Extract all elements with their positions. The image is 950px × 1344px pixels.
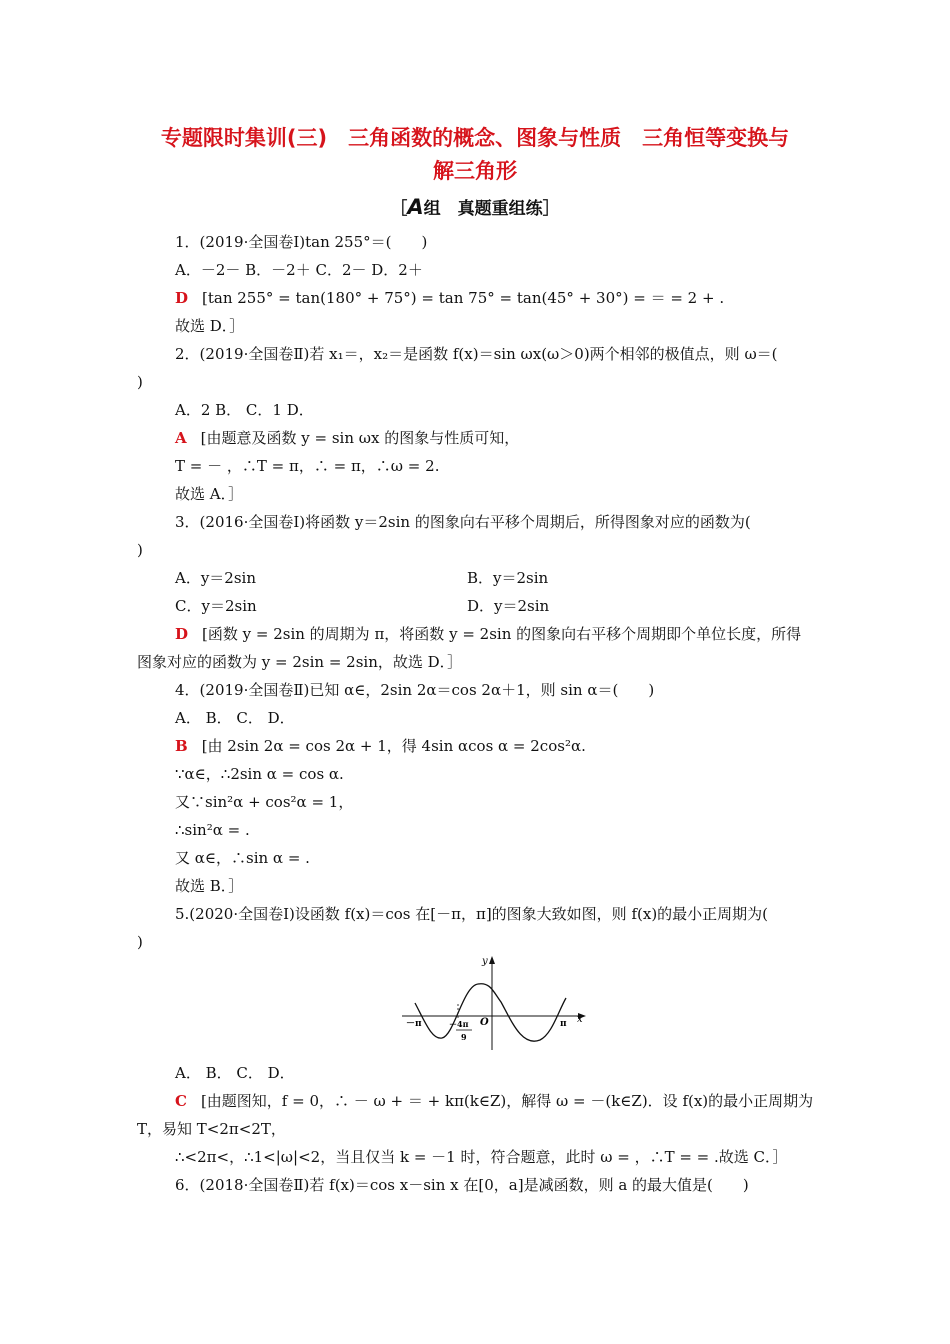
fraction-denominator: 9 <box>461 1032 467 1042</box>
page-title-line-2: 解三角形 <box>433 159 517 183</box>
fraction-numerator: －4π <box>449 1019 469 1029</box>
answer-letter: B <box>175 737 188 755</box>
text-line: ∴sin²α = . <box>175 821 250 839</box>
text-line: ) <box>137 541 143 559</box>
answer-text: [函数 y = 2sin 的周期为 π，将函数 y = 2sin 的图象向右平移个周期即个单位长度，所得 <box>202 625 802 643</box>
text-line: 2．(2019·全国卷Ⅱ)若 x₁＝，x₂＝是函数 f(x)＝sin ωx(ω＞0)两个相邻的极值点，则 ω＝( <box>175 345 778 363</box>
answer-text: [由题图知，f = 0，∴ － ω + ＝ + kπ(k∈Z)，解得 ω = －(k∈Z)．设 f(x)的最小正周期为 <box>200 1092 814 1110</box>
answer-letter: D <box>175 625 189 643</box>
text-line: ∴<2π<，∴1<|ω|<2，当且仅当 k = －1 时，符合题意，此时 ω = ，∴T = = .故选 C．］ <box>175 1148 788 1166</box>
text-line: 6．(2018·全国卷Ⅱ)若 f(x)＝cos x－sin x 在[0，a]是减函数，则 a 的最大值是( ) <box>175 1176 749 1194</box>
text-line: ∵α∈，∴2sin α = cos α. <box>175 765 344 783</box>
answer-letter: D <box>175 289 189 307</box>
section-label: 组 真题重组练 <box>423 199 543 219</box>
section-bracket-open: ［ <box>390 199 408 219</box>
option-b: B．y＝2sin <box>467 569 549 587</box>
section-header <box>0 194 950 219</box>
option-d: D．y＝2sin <box>467 597 550 615</box>
answer-letter: C <box>175 1092 187 1110</box>
text-line: A． B． C． D． <box>175 709 295 727</box>
page-title-line-1: 专题限时集训(三) 三角函数的概念、图象与性质 三角恒等变换与 <box>160 126 790 150</box>
text-line: T = － ，∴T = π，∴ = π，∴ω = 2. <box>175 457 440 475</box>
text-line: A．2 B． C．1 D． <box>175 401 314 419</box>
answer-letter: A <box>175 429 187 447</box>
answer-text: [tan 255° = tan(180° + 75°) = tan 75° = tan(45° + 30°) = ＝ = 2 + . <box>202 289 725 307</box>
cosine-graph-figure <box>400 952 590 1052</box>
answer-line <box>175 736 586 756</box>
answer-line <box>175 624 801 644</box>
text-line: 又 α∈，∴sin α = . <box>175 849 310 867</box>
text-line: 4．(2019·全国卷Ⅱ)已知 α∈，2sin 2α＝cos 2α＋1，则 sin α＝( ) <box>175 681 655 699</box>
text-line: 故选 A．］ <box>175 485 244 503</box>
section-letter: A <box>407 195 424 219</box>
text-line: 5.(2020·全国卷Ⅰ)设函数 f(x)＝cos 在[－π，π]的图象大致如图，则 f(x)的最小正周期为( <box>175 905 769 923</box>
y-axis-label: y <box>482 956 488 967</box>
x-axis-label: x <box>577 1014 583 1025</box>
text-line: 又∵sin²α + cos²α = 1， <box>175 793 354 811</box>
answer-text: [由 2sin 2α = cos 2α + 1，得 4sin αcos α = 2cos²α. <box>201 737 586 755</box>
answer-line <box>175 1091 813 1111</box>
cosine-curve <box>415 984 566 1041</box>
option-a: A．y＝2sin <box>175 569 257 587</box>
neg-pi-label: －π <box>406 1019 422 1029</box>
answer-line <box>175 288 724 308</box>
origin-label: O <box>480 1017 489 1028</box>
text-line: 3．(2016·全国卷Ⅰ)将函数 y＝2sin 的图象向右平移个周期后，所得图象对应的函数为( <box>175 513 751 531</box>
answer-text: [由题意及函数 y = sin ωx 的图象与性质可知， <box>200 429 520 447</box>
answer-line <box>175 428 519 448</box>
option-c: C．y＝2sin <box>175 597 257 615</box>
text-line: 故选 B．］ <box>175 877 244 895</box>
text-line: 故选 D．］ <box>175 317 245 335</box>
pi-label: π <box>560 1019 567 1029</box>
text-line: 图象对应的函数为 y = 2sin = 2sin，故选 D．］ <box>137 653 463 671</box>
text-line: A．－2－ B．－2＋ C．2－ D．2＋ <box>175 261 423 279</box>
text-line: ) <box>137 373 143 391</box>
y-axis-arrow-icon <box>489 956 495 964</box>
text-line: ) <box>137 933 143 951</box>
text-line: A． B． C． D． <box>175 1064 295 1082</box>
text-line: T，易知 T<2π<2T， <box>137 1120 286 1138</box>
text-line: 1．(2019·全国卷Ⅰ)tan 255°＝( ) <box>175 233 428 251</box>
section-bracket-close: ］ <box>542 199 560 219</box>
